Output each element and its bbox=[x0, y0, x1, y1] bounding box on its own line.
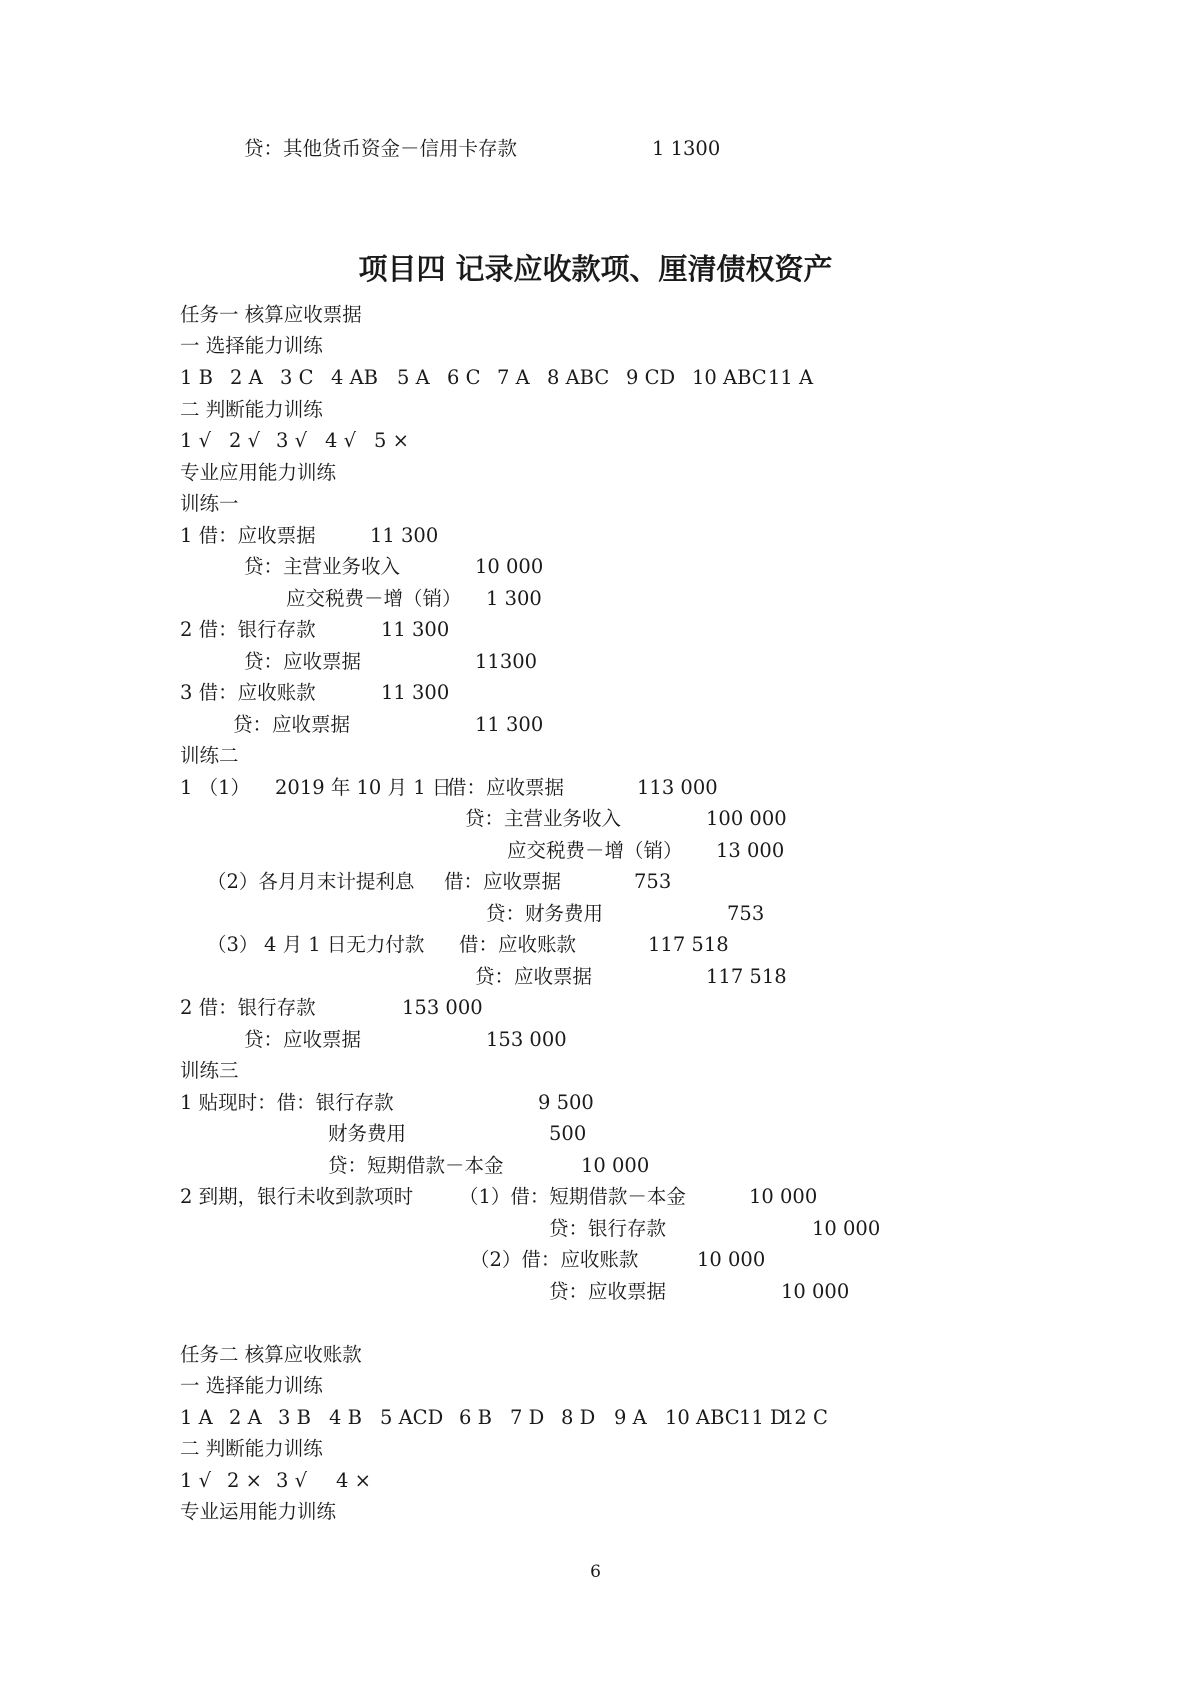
entry-account: 应交税费－增（销） bbox=[286, 587, 462, 610]
entry-amount: 11 300 bbox=[381, 681, 450, 704]
exercise2-heading: 训练二 bbox=[180, 744, 239, 767]
entry-account: 贷：银行存款 bbox=[549, 1217, 667, 1240]
entry-amount: 11 300 bbox=[381, 618, 450, 641]
entry-account: 贷：应收票据 bbox=[233, 713, 351, 736]
entry-account: 贷：主营业务收入 bbox=[244, 555, 401, 578]
entry-amount: 10 000 bbox=[581, 1154, 650, 1177]
entry-account: 应交税费－增（销） bbox=[507, 839, 683, 862]
answer-item: 2 A bbox=[230, 366, 263, 389]
answer-item: 4 B bbox=[329, 1406, 362, 1429]
task2-heading: 任务二 核算应收账款 bbox=[180, 1343, 362, 1366]
answer-item: 4 √ bbox=[325, 429, 357, 452]
answer-item: 11 A bbox=[768, 366, 814, 389]
entry-account: 借：应收账款 bbox=[459, 933, 577, 956]
answer-item: 11 D bbox=[739, 1406, 786, 1429]
page-number: 6 bbox=[590, 1562, 601, 1582]
entry-amount: 153 000 bbox=[486, 1028, 567, 1051]
answer-item: 6 B bbox=[459, 1406, 492, 1429]
entry-account: 2 借：银行存款 bbox=[180, 618, 316, 641]
task2-choice-heading: 一 选择能力训练 bbox=[180, 1374, 323, 1397]
answer-item: 5 ACD bbox=[380, 1406, 444, 1429]
entry-account: 贷：应收票据 bbox=[244, 1028, 362, 1051]
entry-date: 2019 年 10 月 1 日 bbox=[275, 776, 452, 799]
entry-amount: 11 300 bbox=[475, 713, 544, 736]
entry-account: 财务费用 bbox=[328, 1122, 407, 1145]
answer-item: 3 √ bbox=[276, 429, 308, 452]
entry-account: 贷：应收票据 bbox=[475, 965, 593, 988]
answer-item: 5 × bbox=[374, 429, 409, 452]
answer-item: 3 C bbox=[280, 366, 314, 389]
top-entry-amount: 1 1300 bbox=[652, 137, 721, 160]
answer-item: 4 × bbox=[336, 1469, 371, 1492]
task1-judge-heading: 二 判断能力训练 bbox=[180, 398, 323, 421]
entry-account: （2）借：应收账款 bbox=[470, 1248, 639, 1271]
entry-number: 1 （1） bbox=[180, 776, 251, 799]
entry-amount: 117 518 bbox=[648, 933, 729, 956]
entry-desc: 4 月 1 日无力付款 bbox=[264, 933, 425, 956]
entry-amount: 9 500 bbox=[538, 1091, 594, 1114]
entry-account: 贷：应收票据 bbox=[549, 1280, 667, 1303]
answer-item: 1 B bbox=[180, 366, 213, 389]
answer-item: 9 CD bbox=[626, 366, 676, 389]
entry-account: 1 借：应收票据 bbox=[180, 524, 316, 547]
answer-item: 2 √ bbox=[229, 429, 261, 452]
task2-judge-heading: 二 判断能力训练 bbox=[180, 1437, 323, 1460]
entry-amount: 753 bbox=[727, 902, 765, 925]
answer-item: 6 C bbox=[447, 366, 481, 389]
entry-account: 3 借：应收账款 bbox=[180, 681, 316, 704]
entry-account: 借：应收票据 bbox=[447, 776, 565, 799]
answer-item: 1 A bbox=[180, 1406, 213, 1429]
entry-amount: 10 000 bbox=[781, 1280, 850, 1303]
task2-practice-heading: 专业运用能力训练 bbox=[180, 1500, 337, 1523]
entry-account: 贷：主营业务收入 bbox=[465, 807, 622, 830]
answer-item: 10 ABC bbox=[665, 1406, 740, 1429]
entry-account: 借：应收票据 bbox=[444, 870, 562, 893]
answer-item: 12 C bbox=[782, 1406, 828, 1429]
entry-amount: 10 000 bbox=[749, 1185, 818, 1208]
answer-item: 1 √ bbox=[180, 1469, 212, 1492]
entry-amount: 1 300 bbox=[486, 587, 542, 610]
entry-desc: 2 到期，银行未收到款项时 bbox=[180, 1185, 414, 1208]
entry-amount: 10 000 bbox=[697, 1248, 766, 1271]
answer-item: 10 ABC bbox=[692, 366, 767, 389]
chapter-title: 项目四 记录应收款项、厘清债权资产 bbox=[358, 252, 833, 286]
entry-amount: 500 bbox=[549, 1122, 587, 1145]
entry-amount: 11300 bbox=[475, 650, 538, 673]
entry-number: （3） bbox=[207, 933, 259, 956]
entry-account: （1）借：短期借款－本金 bbox=[459, 1185, 686, 1208]
answer-item: 2 A bbox=[229, 1406, 262, 1429]
answer-item: 7 A bbox=[497, 366, 530, 389]
answer-item: 4 AB bbox=[331, 366, 379, 389]
entry-account: 2 借：银行存款 bbox=[180, 996, 316, 1019]
entry-amount: 10 000 bbox=[812, 1217, 881, 1240]
entry-amount: 10 000 bbox=[475, 555, 544, 578]
entry-amount: 11 300 bbox=[370, 524, 439, 547]
entry-amount: 753 bbox=[634, 870, 672, 893]
entry-amount: 13 000 bbox=[716, 839, 785, 862]
entry-account: 贷：短期借款－本金 bbox=[328, 1154, 504, 1177]
answer-item: 2 × bbox=[227, 1469, 262, 1492]
answer-item: 7 D bbox=[510, 1406, 545, 1429]
entry-desc: （2）各月月末计提利息 bbox=[207, 870, 415, 893]
entry-amount: 153 000 bbox=[402, 996, 483, 1019]
entry-amount: 117 518 bbox=[706, 965, 787, 988]
entry-account: 贷：财务费用 bbox=[486, 902, 604, 925]
answer-item: 8 ABC bbox=[547, 366, 610, 389]
entry-amount: 100 000 bbox=[706, 807, 787, 830]
answer-item: 3 B bbox=[278, 1406, 311, 1429]
exercise1-heading: 训练一 bbox=[180, 492, 239, 515]
task1-heading: 任务一 核算应收票据 bbox=[180, 303, 362, 326]
entry-account: 贷：应收票据 bbox=[244, 650, 362, 673]
answer-item: 5 A bbox=[397, 366, 430, 389]
entry-account: 1 贴现时：借：银行存款 bbox=[180, 1091, 394, 1114]
answer-item: 8 D bbox=[561, 1406, 596, 1429]
answer-item: 1 √ bbox=[180, 429, 212, 452]
entry-amount: 113 000 bbox=[637, 776, 718, 799]
answer-item: 9 A bbox=[614, 1406, 647, 1429]
task1-practice-heading: 专业应用能力训练 bbox=[180, 461, 337, 484]
answer-item: 3 √ bbox=[276, 1469, 308, 1492]
exercise3-heading: 训练三 bbox=[180, 1059, 239, 1082]
top-entry-label: 贷：其他货币资金－信用卡存款 bbox=[244, 137, 518, 160]
task1-choice-heading: 一 选择能力训练 bbox=[180, 334, 323, 357]
